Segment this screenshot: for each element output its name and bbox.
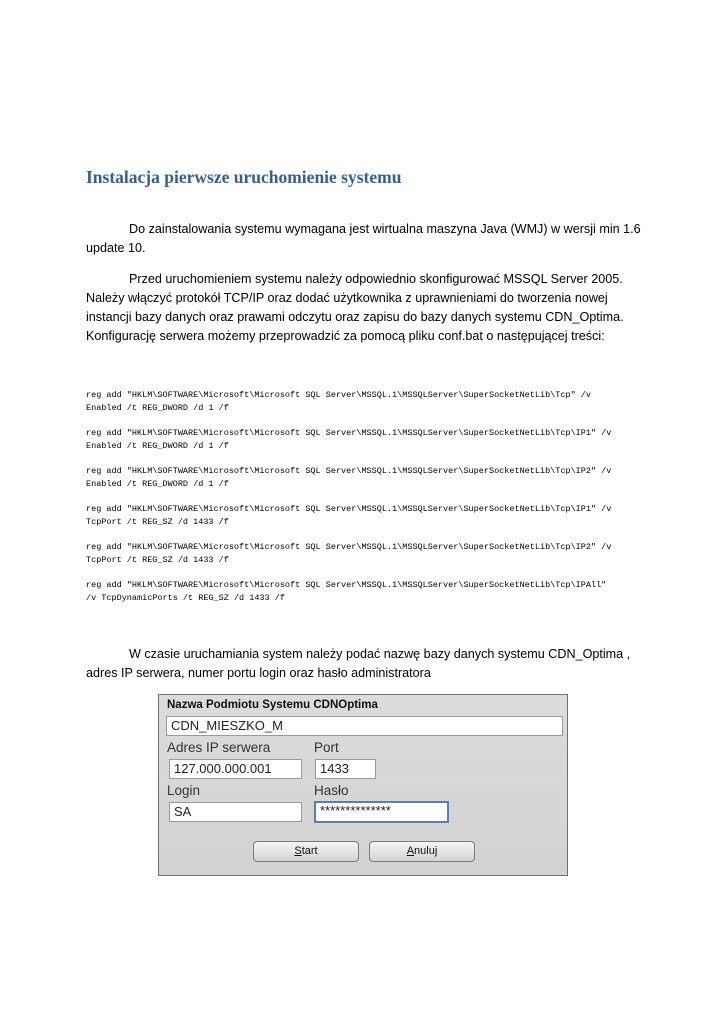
password-input[interactable]: ************** — [314, 801, 449, 823]
login-dialog — [158, 694, 568, 876]
code-line: Enabled /t REG_DWORD /d 1 /f — [86, 403, 229, 413]
code-line: reg add "HKLM\SOFTWARE\Microsoft\Microsoft SQL Server\MSSQL.1\MSSQLServer\SuperSocketNetLib\Tcp\IP2" /v — [86, 466, 612, 476]
code-line: Enabled /t REG_DWORD /d 1 /f — [86, 479, 229, 489]
paragraph-line: update 10. — [86, 241, 146, 255]
ip-address-label: Adres IP serwera — [167, 740, 271, 755]
cancel-label: nuluj — [414, 845, 438, 857]
code-block-ipall — [86, 579, 656, 605]
code-line: /v TcpDynamicPorts /t REG_SZ /d 1433 /f — [86, 593, 285, 603]
code-line: Enabled /t REG_DWORD /d 1 /f — [86, 441, 229, 451]
code-block-tcp — [86, 389, 656, 415]
start-button[interactable] — [253, 841, 359, 862]
paragraph-line: Konfigurację serwera możemy przeprowadzić za pomocą pliku conf.bat o następującej treści: — [86, 329, 605, 343]
ip-address-input[interactable]: 127.000.000.001 — [169, 759, 302, 779]
code-line: reg add "HKLM\SOFTWARE\Microsoft\Microsoft SQL Server\MSSQL.1\MSSQLServer\SuperSocketNetLib\Tcp\IP1" /v — [86, 504, 612, 514]
code-block-ip1-enabled — [86, 427, 656, 453]
login-input[interactable]: SA — [169, 802, 302, 822]
paragraph-line: instancji bazy danych oraz prawami odczytu oraz zapisu do bazy danych systemu CDN_Optima. — [86, 310, 624, 324]
paragraph-java-requirement — [86, 220, 641, 258]
code-block-ip1-port — [86, 503, 656, 529]
paragraph-mssql-config — [86, 270, 641, 346]
paragraph-line: Do zainstalowania systemu wymagana jest wirtualna maszyna Java (WMJ) w wersji min 1.6 — [129, 222, 641, 236]
cancel-button[interactable] — [369, 841, 475, 862]
code-line: TcpPort /t REG_SZ /d 1433 /f — [86, 517, 229, 527]
port-label: Port — [314, 740, 339, 755]
code-line: reg add "HKLM\SOFTWARE\Microsoft\Microsoft SQL Server\MSSQL.1\MSSQLServer\SuperSocketNetLib\Tcp\IP2" /v — [86, 542, 612, 552]
paragraph-line: Należy włączyć protokół TCP/IP oraz dodać użytkownika z uprawnieniami do tworzenia nowej — [86, 291, 608, 305]
paragraph-line: W czasie uruchamiania system należy podać nazwę bazy danych systemu CDN_Optima , — [129, 647, 631, 661]
port-input[interactable]: 1433 — [315, 759, 376, 779]
dialog-title: Nazwa Podmiotu Systemu CDNOptima — [167, 699, 378, 711]
document-heading: Instalacja pierwsze uruchomienie systemu — [86, 167, 402, 187]
login-label: Login — [167, 783, 201, 798]
cancel-mnemonic: A — [406, 845, 415, 857]
code-line: TcpPort /t REG_SZ /d 1433 /f — [86, 555, 229, 565]
paragraph-startup-info — [86, 645, 641, 683]
code-block-ip2-port — [86, 541, 656, 567]
paragraph-line: Przed uruchomieniem systemu należy odpowiednio skonfigurować MSSQL Server 2005. — [129, 272, 623, 286]
entity-name-input[interactable]: CDN_MIESZKO_M — [166, 716, 563, 736]
code-line: reg add "HKLM\SOFTWARE\Microsoft\Microsoft SQL Server\MSSQL.1\MSSQLServer\SuperSocketNetLib\Tcp" /v — [86, 390, 591, 400]
start-label: tart — [301, 845, 318, 857]
code-line: reg add "HKLM\SOFTWARE\Microsoft\Microsoft SQL Server\MSSQL.1\MSSQLServer\SuperSocketNetLib\Tcp\IPAll" — [86, 580, 607, 590]
start-mnemonic: S — [294, 845, 302, 857]
password-label: Hasło — [314, 783, 349, 798]
code-block-ip2-enabled — [86, 465, 656, 491]
paragraph-line: adres IP serwera, numer portu login oraz hasło administratora — [86, 666, 431, 680]
code-line: reg add "HKLM\SOFTWARE\Microsoft\Microsoft SQL Server\MSSQL.1\MSSQLServer\SuperSocketNetLib\Tcp\IP1" /v — [86, 428, 612, 438]
